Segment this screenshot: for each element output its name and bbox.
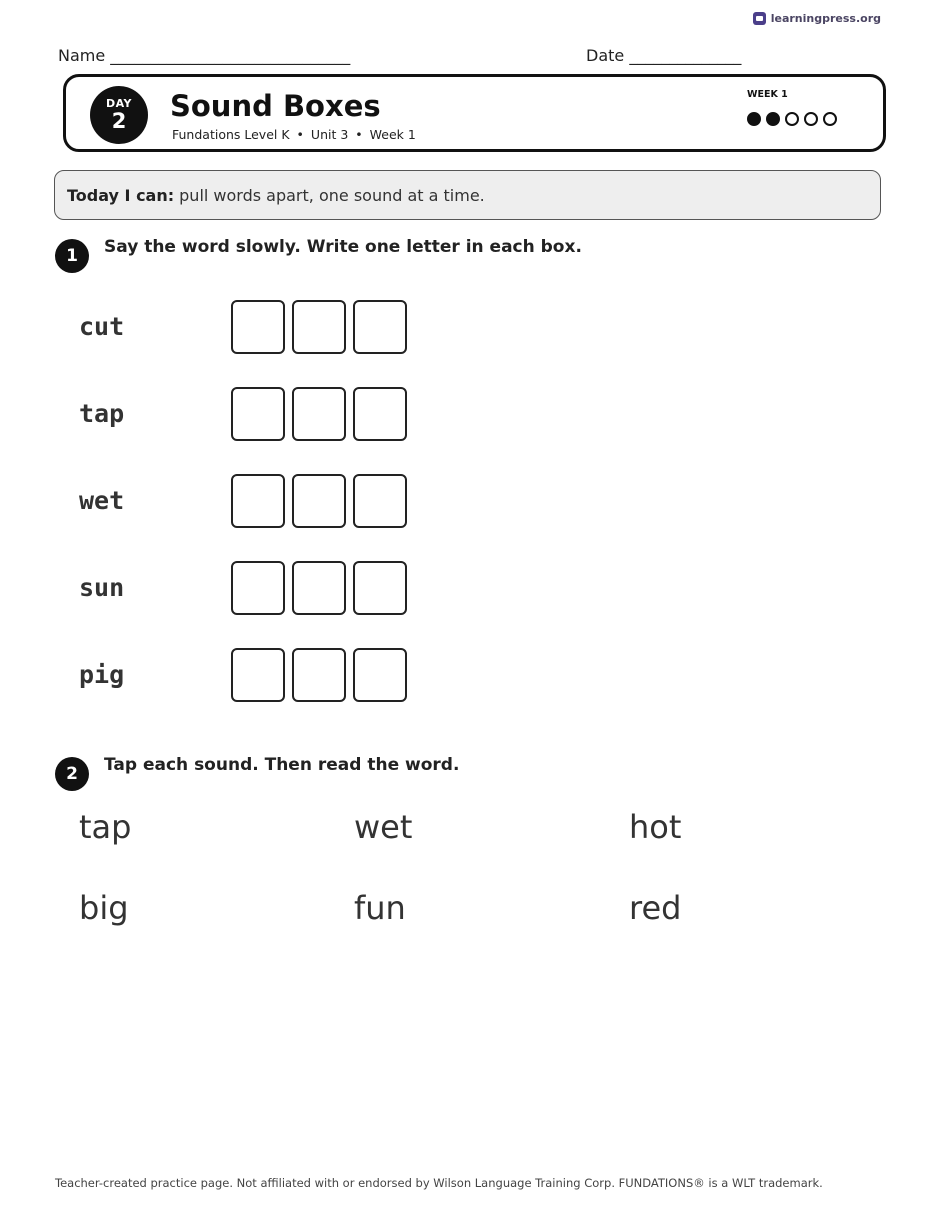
- subtitle-unit: Unit 3: [310, 127, 349, 142]
- letter-boxes: [231, 474, 407, 528]
- day-label: DAY: [105, 97, 133, 110]
- progress-dot-filled: [747, 112, 761, 126]
- goal-lead: Today I can:: [67, 185, 175, 205]
- page-title: Sound Boxes: [170, 89, 381, 123]
- name-date-row: [58, 46, 838, 65]
- section-1-number: 1: [55, 239, 89, 273]
- sound-box-row: [79, 387, 499, 441]
- letter-box[interactable]: [231, 474, 285, 528]
- read-word: tap: [79, 808, 132, 846]
- letter-box[interactable]: [292, 300, 346, 354]
- read-word: big: [79, 889, 129, 927]
- sound-box-row: [79, 648, 499, 702]
- letter-box[interactable]: [353, 300, 407, 354]
- letter-box[interactable]: [231, 387, 285, 441]
- read-word: fun: [354, 889, 406, 927]
- letter-boxes: [231, 561, 407, 615]
- target-word: sun: [79, 573, 125, 602]
- section-2-number: 2: [55, 757, 89, 791]
- section-1-instruction: Say the word slowly. Write one letter in each box.: [104, 237, 582, 257]
- subtitle-level: Fundations Level K: [172, 127, 290, 142]
- target-word: cut: [79, 312, 125, 341]
- sound-box-row: [79, 300, 499, 354]
- book-icon: [753, 12, 766, 25]
- letter-box[interactable]: [353, 648, 407, 702]
- goal-text: pull words apart, one sound at a time.: [179, 185, 485, 205]
- week-progress-dots: [747, 112, 837, 126]
- target-word: wet: [79, 486, 125, 515]
- sound-box-row: [79, 474, 499, 528]
- letter-box[interactable]: [353, 387, 407, 441]
- day-badge: [90, 86, 148, 144]
- week-label: WEEK 1: [747, 89, 788, 100]
- letter-box[interactable]: [292, 561, 346, 615]
- day-number: 2: [111, 109, 127, 133]
- letter-boxes: [231, 648, 407, 702]
- target-word: pig: [79, 660, 125, 689]
- footer-disclaimer: Teacher-created practice page. Not affiliated with or endorsed by Wilson Language Training Corp. FUNDATIONS® is a WLT trademark.: [55, 1176, 823, 1190]
- letter-box[interactable]: [292, 387, 346, 441]
- brand-logo: [753, 12, 881, 25]
- page-subtitle: [172, 127, 416, 142]
- sound-box-row: [79, 561, 499, 615]
- progress-dot-empty: [823, 112, 837, 126]
- subtitle-week: Week 1: [369, 127, 416, 142]
- read-word: red: [629, 889, 682, 927]
- header-card: [63, 74, 886, 152]
- subtitle-separator: •: [355, 127, 363, 142]
- progress-dot-filled: [766, 112, 780, 126]
- letter-box[interactable]: [231, 561, 285, 615]
- letter-box[interactable]: [231, 300, 285, 354]
- read-word: hot: [629, 808, 682, 846]
- subtitle-separator: •: [296, 127, 304, 142]
- letter-box[interactable]: [231, 648, 285, 702]
- section-2-instruction: Tap each sound. Then read the word.: [104, 755, 460, 775]
- letter-box[interactable]: [353, 474, 407, 528]
- progress-dot-empty: [804, 112, 818, 126]
- letter-box[interactable]: [292, 474, 346, 528]
- read-word: wet: [354, 808, 413, 846]
- letter-boxes: [231, 387, 407, 441]
- progress-dot-empty: [785, 112, 799, 126]
- letter-box[interactable]: [292, 648, 346, 702]
- name-field[interactable]: Name ______________________________: [58, 46, 351, 65]
- date-field[interactable]: Date ______________: [586, 46, 742, 65]
- brand-text: learningpress.org: [770, 12, 881, 25]
- letter-box[interactable]: [353, 561, 407, 615]
- learning-goal: [54, 170, 881, 220]
- letter-boxes: [231, 300, 407, 354]
- target-word: tap: [79, 399, 125, 428]
